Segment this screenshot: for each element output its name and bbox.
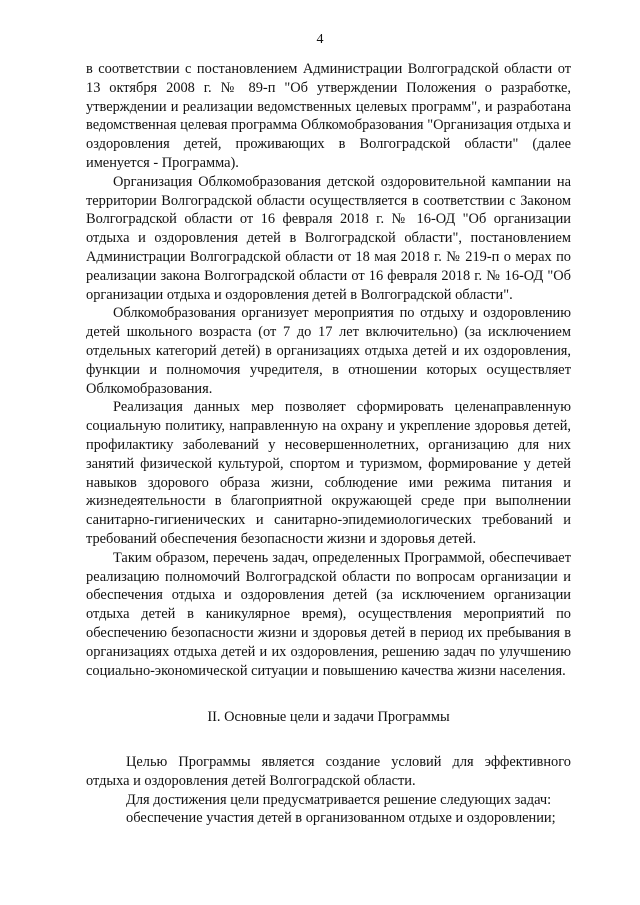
paragraph-goal: Целью Программы является создание условий для эффективного отдыха и оздоровления детей Волгоградской области. xyxy=(86,754,571,789)
list-item-task-1: обеспечение участия детей в организованном отдыхе и оздоровлении; xyxy=(126,810,556,827)
paragraph-tasks-intro: Для достижения цели предусматривается решение следующих задач: xyxy=(126,791,552,808)
document-body xyxy=(86,60,571,828)
paragraph-measures: Реализация данных мер позволяет сформировать целенаправленную социальную политику, направленную на охрану и укрепление здоровья детей, профилактику заболеваний у несовершеннолетних, организацию для них занятий физической культурой, спортом и туризмом, формирование у детей навыков здорового образа жизни, соблюдение ими режима питания и жизнедеятельности в благоприятной окружающей среде при выполнении санитарно-гигиенических и санитарно-эпидемиологических требований и требований обеспечения безопасности жизни и здоровья детей. xyxy=(86,399,571,547)
paragraph-summary: Таким образом, перечень задач, определенных Программой, обеспечивает реализацию полномочий Волгоградской области по вопросам организации и обеспечения отдыха и оздоровления детей (за исключением организации отдыха детей в каникулярное время), осуществления мероприятий по обеспечению безопасности жизни и здоровья детей в период их пребывания в организациях отдыха детей и их оздоровления, решению задач по улучшению социально-экономической ситуации и повышению качества жизни населения. xyxy=(86,549,571,679)
paragraph-legal-basis-continued: в соответствии с постановлением Администрации Волгоградской области от 13 октября 2008 г. № 89-п "Об утверждении Положения о разработке, утверждении и реализации ведомственных целевых программ", и разработана ведомственная целевая программа Облкомобразования "Организация отдыха и оздоровления детей, проживающих в Волгоградской области" (далее именуется - Программа). xyxy=(86,61,571,171)
paragraph-activities: Облкомобразования организует мероприятия по отдыху и оздоровлению детей школьного возраста (от 7 до 17 лет включительно) (за исключением отдельных категорий детей) в организациях отдыха детей и их оздоровления, функции и полномочия учредителя, в отношении которых осуществляет Облкомобразования. xyxy=(86,305,571,397)
section-heading: II. Основные цели и задачи Программы xyxy=(207,709,450,726)
page-number: 4 xyxy=(316,32,324,47)
paragraph-organization: Организация Облкомобразования детской оздоровительной кампании на территории Волгоградской области осуществляется в соответствии с Законом Волгоградской области от 16 февраля 2018 г. № 16-ОД "Об организации отдыха и оздоровления детей в Волгоградской области", постановлением Администрации Волгоградской области от 18 мая 2018 г. № 219-п о мерах по реализации закона Волгоградской области от 16 февраля 2018 г. № 16-ОД "Об организации отдыха и оздоровления детей в Волгоградской области". xyxy=(86,173,571,303)
